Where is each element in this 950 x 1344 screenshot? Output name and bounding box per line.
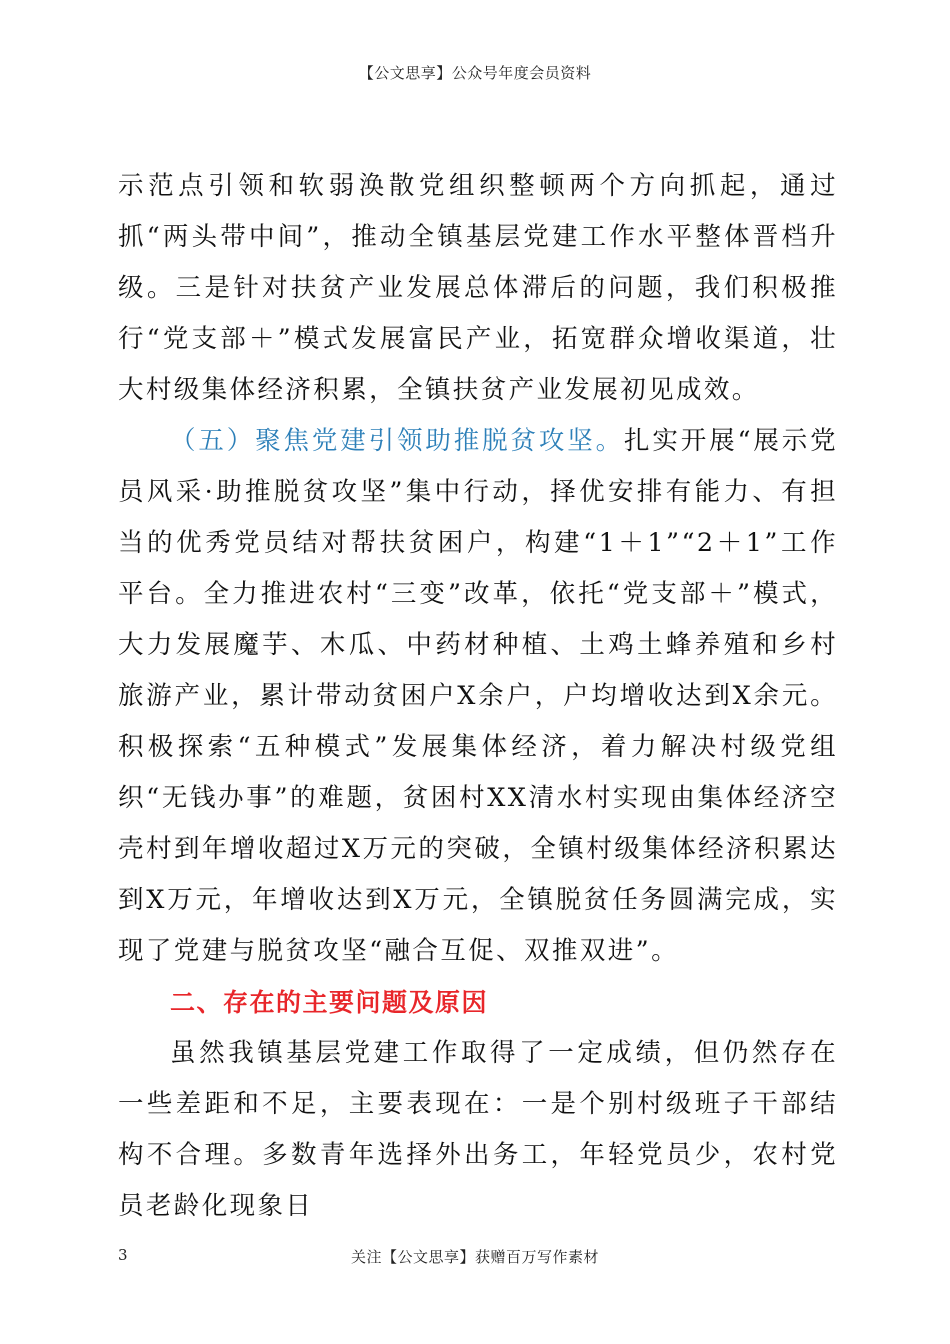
page-number: 3 [118, 1246, 128, 1264]
section-five-text: 扎实开展“展示党员风采·助推脱贫攻坚”集中行动，择优安排有能力、有担当的优秀党员结对帮扶贫困户，构建“1＋1”“2＋1”工作平台。全力推进农村“三变”改革，依托“党支部＋”模式，大力发展魔芋、木瓜、中药材种植、土鸡土蜂养殖和乡村旅游产业，累计带动贫困户X余户，户均增收达到X余元。积极探索“五种模式”发展集体经济，着力解决村级党组织“无钱办事”的难题，贫困村XX清水村实现由集体经济空壳村到年增收超过X万元的突破，全镇村级集体经济积累达到X万元，年增收达到X万元，全镇脱贫任务圆满完成，实现了党建与脱贫攻坚“融合互促、双推双进”。 [118, 426, 838, 966]
document-body [118, 161, 838, 1232]
paragraph-problems: 虽然我镇基层党建工作取得了一定成绩，但仍然存在一些差距和不足，主要表现在：一是个别村级班子干部结构不合理。多数青年选择外出务工，年轻党员少，农村党员老龄化现象日 [118, 1038, 838, 1221]
section-five-title: （五）聚焦党建引领助推脱贫攻坚。 [170, 426, 624, 456]
page-header: 【公文思享】公众号年度会员资料 [358, 64, 592, 82]
paragraph-continued: 示范点引领和软弱涣散党组织整顿两个方向抓起，通过抓“两头带中间”，推动全镇基层党建工作水平整体晋档升级。三是针对扶贫产业发展总体滞后的问题，我们积极推行“党支部＋”模式发展富民产业，拓宽群众增收渠道，壮大村级集体经济积累，全镇扶贫产业发展初见成效。 [118, 171, 838, 405]
paragraph-section-five [118, 416, 838, 977]
footer-text: 关注【公文思享】获赠百万写作素材 [350, 1248, 599, 1266]
section-two-heading: 二、存在的主要问题及原因 [170, 988, 489, 1017]
